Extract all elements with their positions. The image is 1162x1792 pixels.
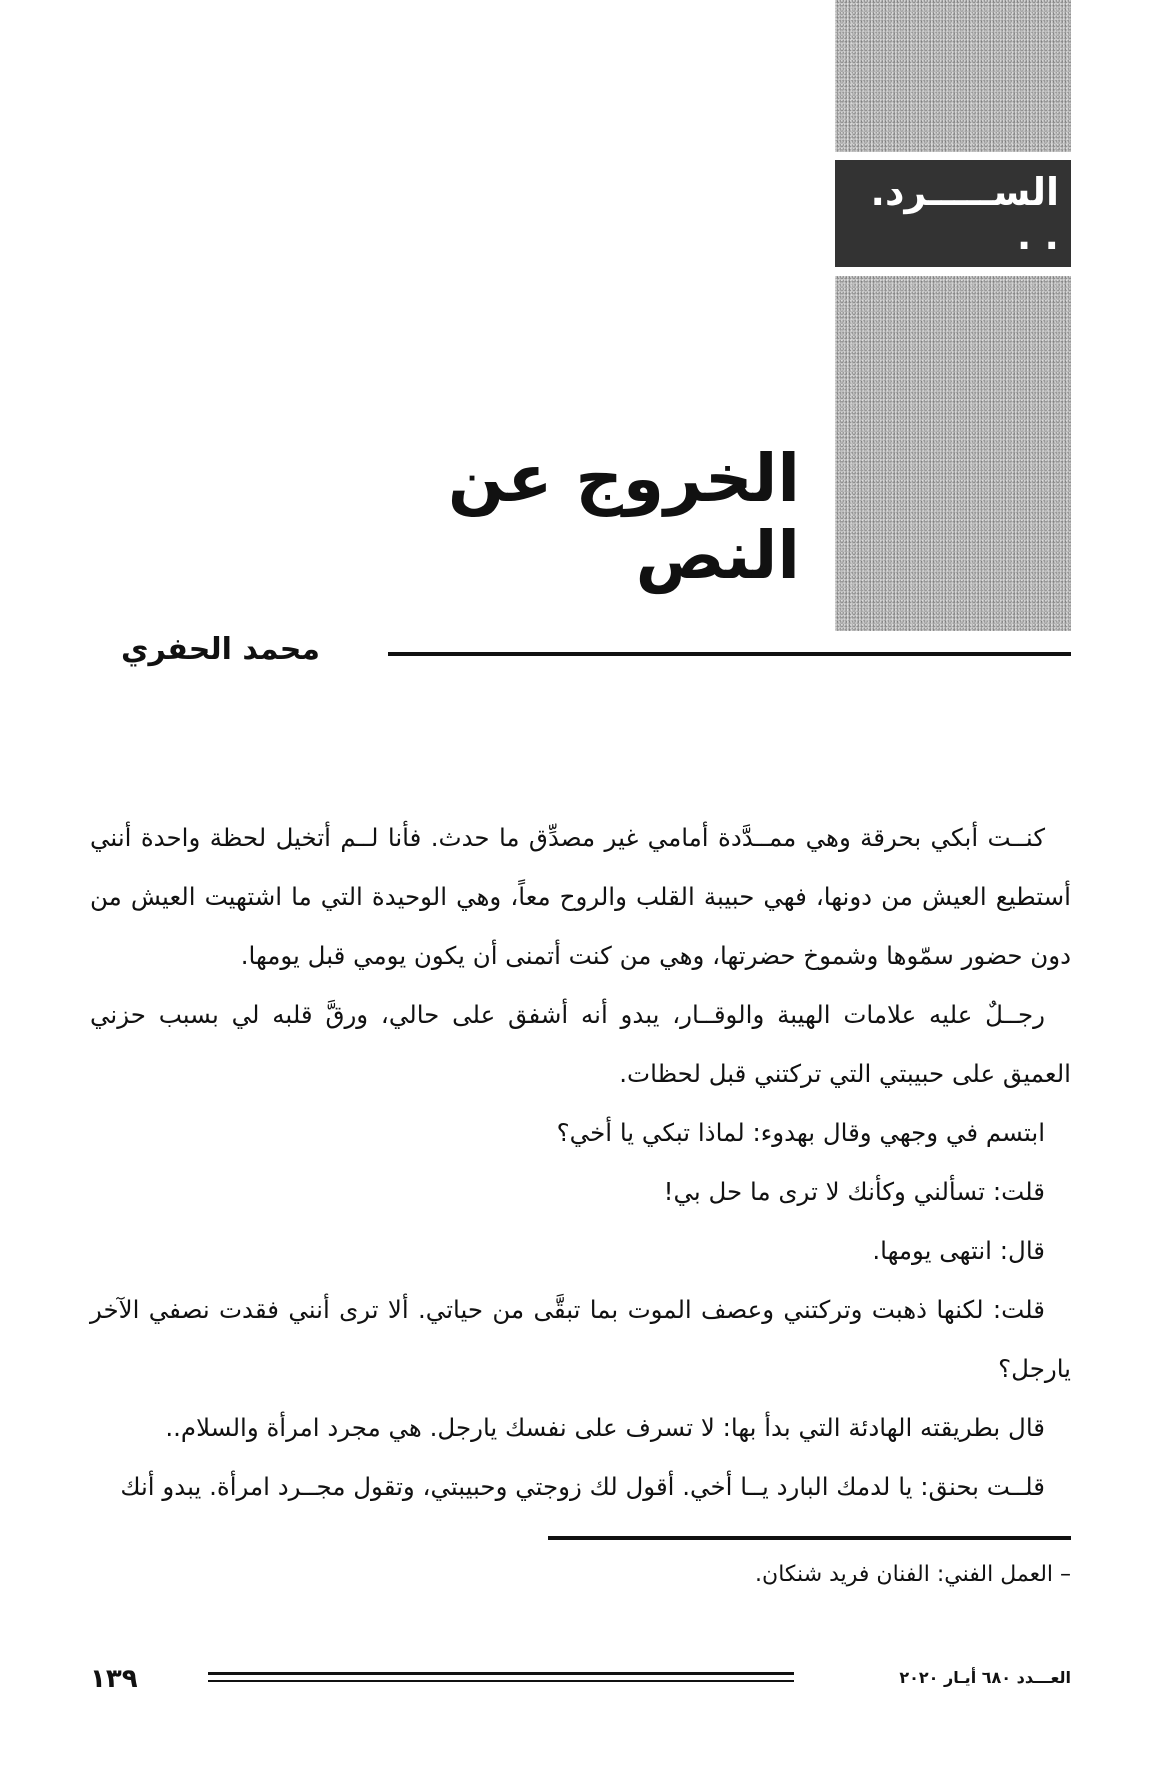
decorative-texture-block-lower: [835, 276, 1071, 631]
body-paragraph: قلت: تسألني وكأنك لا ترى ما حل بي!: [663, 1177, 1045, 1206]
body-paragraph: قلــت بحنق: يا لدمك البارد يــا أخي. أقول لك زوجتي وحبيبتي، وتقول مجــرد امرأة. يبدو أنك: [120, 1472, 1045, 1501]
body-paragraph: قال: انتهى يومها.: [872, 1236, 1045, 1265]
section-band: [835, 160, 1071, 267]
body-paragraph: ابتسم في وجهي وقال بهدوء: لماذا تبكي يا أخي؟: [556, 1118, 1045, 1147]
page-number: ١٣٩: [90, 1664, 138, 1694]
footnote-divider: [548, 1536, 1071, 1540]
article-title: الخروج عن النص: [447, 440, 800, 594]
footnote: – العمل الفني: الفنان فريد شنكان.: [755, 1562, 1071, 1587]
section-label: الســـــرد. . .: [870, 169, 1059, 258]
issue-info: العـــدد ٦٨٠ أيـار ٢٠٢٠: [899, 1668, 1071, 1687]
article-body: [90, 808, 1071, 1516]
author-name: محمد الحفري: [121, 632, 320, 667]
author-divider: [388, 652, 1071, 656]
body-paragraph: كنــت أبكي بحرقة وهي ممــدَّدة أمامي غير مصدِّق ما حدث. فأنا لــم أتخيل لحظة واحدة أنني أستطيع العيش من دونها، فهي حبيبة القلب والروح معاً، وهي الوحيدة التي ما اشتهيت العيش من دون حضور سمّوها وشموخ حضرتها، وهي من كنت أتمنى أن يكون يومي قبل يومها.: [90, 823, 1071, 970]
body-paragraph: قلت: لكنها ذهبت وتركتني وعصف الموت بما تبقَّى من حياتي. ألا ترى أنني فقدت نصفي الآخر يارجل؟: [90, 1295, 1071, 1383]
body-paragraph: قال بطريقته الهادئة التي بدأ بها: لا تسرف على نفسك يارجل. هي مجرد امرأة والسلام..: [165, 1413, 1045, 1442]
decorative-texture-block-top: [835, 0, 1071, 152]
footer-rule: [208, 1672, 794, 1675]
body-paragraph: رجــلٌ عليه علامات الهيبة والوقــار، يبدو أنه أشفق على حالي، ورقَّ قلبه لي بسبب حزني العميق على حبيبتي التي تركتني قبل لحظات.: [90, 1000, 1071, 1088]
footer-rule: [208, 1680, 794, 1682]
